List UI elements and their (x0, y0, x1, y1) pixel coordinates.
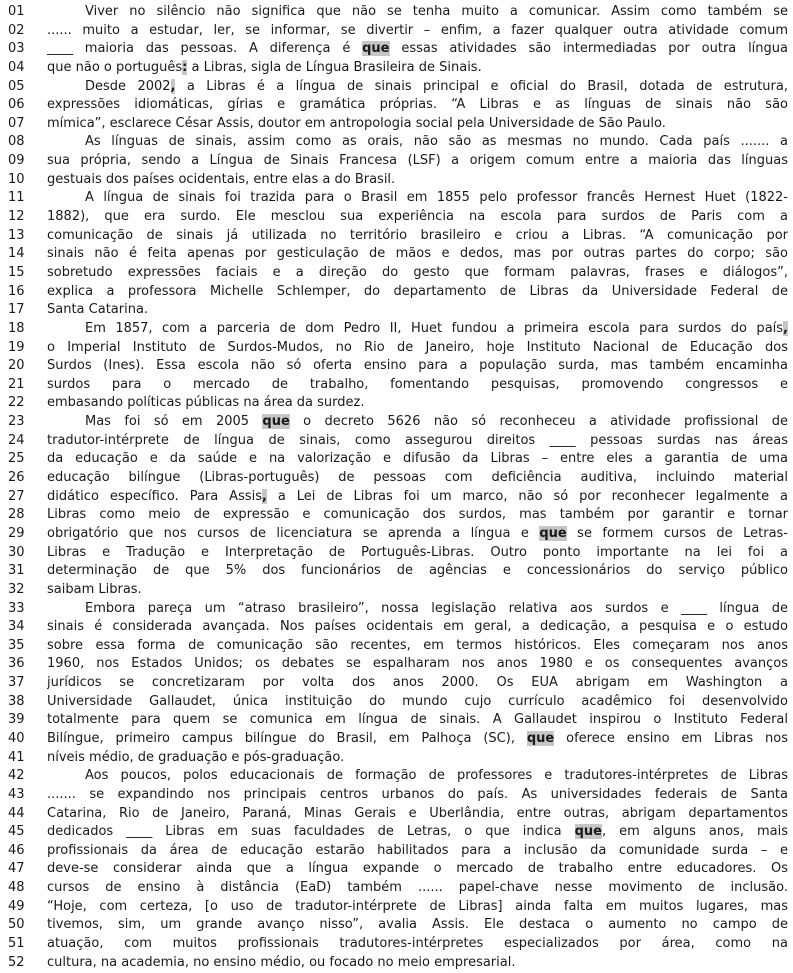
text-segment: sobre essa forma de comunicação são recentes, em termos históricos. Eles começaram nos anos (47, 637, 788, 653)
text-segment: a Libras é a língua de sinais principal e oficial do Brasil, dotada de estrutura, (175, 78, 788, 94)
text-line (8, 618, 788, 637)
line-text (47, 879, 788, 898)
text-segment: o decreto 5626 não só reconheceu a atividade profissional de (289, 414, 788, 430)
line-number: 15 (8, 264, 25, 280)
text-segment: sobretudo expressões faciais e a direção do gesto que formam palavras, frases e diálogos”, (47, 264, 788, 280)
line-text (47, 59, 788, 78)
highlighted-word: que (262, 414, 290, 430)
line-number: 04 (8, 59, 25, 75)
line-text (47, 805, 788, 824)
line-number: 26 (8, 470, 25, 486)
line-number: 20 (8, 358, 25, 374)
text-segment: jurídicos se concretizaram por volta dos anos 2000. Os EUA abrigam em Washington a (47, 675, 788, 691)
line-number: 35 (8, 637, 25, 653)
highlighted-word: , (170, 78, 176, 94)
line-number: 18 (8, 320, 25, 336)
line-text (47, 171, 788, 190)
line-number: 34 (8, 619, 25, 635)
line-number: 08 (8, 134, 25, 150)
text-line (8, 339, 788, 358)
line-text (47, 133, 788, 152)
line-text (47, 767, 788, 786)
text-segment: gestuais dos países ocidentais, entre elas a do Brasil. (47, 171, 396, 187)
text-segment: Viver no silêncio não significa que não se tenha muito a comunicar. Assim como também se (85, 4, 788, 19)
text-line (8, 935, 788, 954)
text-line (8, 3, 788, 22)
text-segment: As línguas de sinais, assim como as orais, não são as mesmas no mundo. Cada país ....... a (85, 134, 788, 150)
text-segment: se formem cursos de Letras- (566, 525, 788, 541)
text-line (8, 749, 788, 768)
text-line (8, 432, 788, 451)
text-line (8, 767, 788, 786)
text-segment: didático específico. Para Assis (47, 488, 263, 504)
text-segment: Santa Catarina. (47, 302, 149, 318)
line-text (47, 227, 788, 246)
line-text (47, 600, 788, 619)
text-segment: , em alguns anos, mais (601, 824, 788, 840)
line-text (47, 916, 788, 935)
text-segment: que não o português (47, 59, 183, 75)
text-segment: ____ maioria das pessoas. A diferença é (47, 41, 363, 57)
text-line (8, 730, 788, 749)
text-line (8, 264, 788, 283)
text-line (8, 879, 788, 898)
text-segment: “Hoje, com certeza, [o uso de tradutor-intérprete de Libras] ainda falta em muitos lugares, mas (47, 898, 788, 914)
text-line (8, 208, 788, 227)
line-text (47, 637, 788, 656)
line-text (47, 823, 788, 842)
text-line (8, 376, 788, 395)
text-segment: deve-se considerar ainda que a língua expande o mercado de trabalho entre educadores. Os (47, 861, 788, 877)
line-number: 06 (8, 97, 25, 113)
highlighted-word: que (526, 730, 555, 746)
text-segment: embasando políticas públicas na área da surdez. (47, 395, 365, 411)
text-line (8, 320, 788, 339)
text-line (8, 59, 788, 78)
highlighted-word: que (539, 525, 567, 541)
line-text (47, 674, 788, 693)
text-segment: dedicados ____ Libras em suas faculdades de Letras, o que indica (47, 824, 575, 840)
line-text (47, 544, 788, 563)
line-number: 11 (8, 190, 25, 206)
text-segment: sinais é considerada avançada. Nos países ocidentais em geral, a dedicação, a pesquisa e o estudo (47, 619, 788, 635)
text-line (8, 506, 788, 525)
line-text (47, 320, 788, 339)
line-number: 01 (8, 4, 25, 19)
text-segment: tivemos, sim, um grande avanço nisso”, avalia Assis. Ele destaca o aumento no campo de (47, 917, 788, 933)
text-line (8, 96, 788, 115)
line-text (47, 301, 788, 320)
line-text (47, 935, 788, 954)
text-line (8, 469, 788, 488)
text-line (8, 171, 788, 190)
text-line (8, 693, 788, 712)
text-line (8, 22, 788, 41)
line-text (47, 730, 788, 749)
line-text (47, 506, 788, 525)
highlighted-word: que (362, 41, 390, 57)
line-number: 52 (8, 954, 25, 970)
line-number: 25 (8, 451, 25, 467)
line-number: 03 (8, 41, 25, 57)
text-line (8, 544, 788, 563)
line-number: 42 (8, 768, 25, 784)
line-number: 51 (8, 936, 25, 952)
text-segment: mímica”, esclarece César Assis, doutor em antropologia social pela Universidade de São Paulo. (47, 115, 666, 131)
line-number: 22 (8, 395, 25, 411)
text-line (8, 40, 788, 59)
line-number: 21 (8, 376, 25, 392)
text-segment: 1960, nos Estados Unidos; os debates se espalharam nos anos 1980 e os consequentes avanços (47, 656, 788, 672)
text-segment: educação bilíngue (Libras-português) de pessoas com deficiência auditiva, incluindo material (47, 470, 788, 486)
text-segment: tradutor-intérprete de língua de sinais, como assegurou direitos ____ pessoas surdas nas áreas (47, 432, 788, 448)
text-segment: a Lei de Libras foi um marco, não só por reconhecer legalmente a (266, 488, 788, 504)
line-text (47, 264, 788, 283)
text-line (8, 655, 788, 674)
line-text (47, 40, 788, 59)
line-text (47, 115, 788, 134)
line-number: 29 (8, 525, 25, 541)
line-text (47, 432, 788, 451)
line-number: 33 (8, 600, 25, 616)
text-line (8, 711, 788, 730)
text-segment: profissionais da área de educação estarão habilitados para a inclusão da comunidade surda – e (47, 842, 788, 858)
text-segment: totalmente para quem se comunica em língua de sinais. A Gallaudet inspirou o Instituto Federal (47, 712, 788, 728)
text-line (8, 898, 788, 917)
text-segment: explica a professora Michelle Schlemper, do departamento de Libras da Universidade Federal de (47, 283, 788, 299)
line-text (47, 581, 788, 600)
line-text (47, 245, 788, 264)
line-number: 13 (8, 227, 25, 243)
line-text (47, 208, 788, 227)
line-text (47, 898, 788, 917)
text-line (8, 525, 788, 544)
line-text (47, 283, 788, 302)
line-text (47, 469, 788, 488)
text-line (8, 78, 788, 97)
line-number: 02 (8, 22, 25, 38)
line-number: 37 (8, 675, 25, 691)
text-segment: Catarina, Rio de Janeiro, Paraná, Minas Gerais e Uberlândia, entre outras, abrigam departamentos (47, 805, 788, 821)
line-text (47, 562, 788, 581)
text-segment: Em 1857, com a parceria de dom Pedro II, Huet fundou a primeira escola para surdos do país (85, 320, 784, 336)
line-number: 09 (8, 153, 25, 169)
line-number: 28 (8, 507, 25, 523)
line-number: 38 (8, 693, 25, 709)
line-text (47, 96, 788, 115)
line-text (47, 860, 788, 879)
line-number: 41 (8, 749, 25, 765)
text-line (8, 413, 788, 432)
line-text (47, 655, 788, 674)
text-line (8, 581, 788, 600)
line-text (47, 842, 788, 861)
line-text (47, 488, 788, 507)
text-segment: sinais não é feita apenas por gesticulação de mãos e dedos, mas por outras partes do corpo; são (47, 246, 788, 262)
line-number: 49 (8, 898, 25, 914)
line-text (47, 413, 788, 432)
text-line (8, 805, 788, 824)
text-line (8, 357, 788, 376)
line-text (47, 22, 788, 41)
line-text (47, 189, 788, 208)
text-line (8, 860, 788, 879)
text-segment: essas atividades são intermediadas por outra língua (389, 41, 788, 57)
line-text (47, 786, 788, 805)
text-line (8, 189, 788, 208)
text-segment: atuação, com muitos profissionais tradutores-intérpretes especializados por área, como na (47, 936, 788, 952)
line-number: 36 (8, 656, 25, 672)
line-text (47, 357, 788, 376)
line-text (47, 376, 788, 395)
text-segment: o Imperial Instituto de Surdos-Mudos, no Rio de Janeiro, hoje Instituto Nacional de Educação dos (47, 339, 788, 355)
line-number: 45 (8, 824, 25, 840)
line-number: 07 (8, 115, 25, 131)
text-segment: Aos poucos, polos educacionais de formação de professores e tradutores-intérpretes de Libras (85, 768, 788, 784)
text-segment: saibam Libras. (47, 581, 142, 597)
line-number: 47 (8, 861, 25, 877)
text-segment: obrigatório que nos cursos de licenciatura se aprenda a língua e (47, 525, 540, 541)
text-line (8, 227, 788, 246)
highlighted-word: , (783, 320, 788, 336)
highlighted-word: , (262, 488, 267, 504)
line-text (47, 954, 788, 973)
text-line (8, 152, 788, 171)
line-number: 43 (8, 786, 25, 802)
line-text (47, 618, 788, 637)
line-number: 17 (8, 302, 25, 318)
line-text (47, 711, 788, 730)
text-line (8, 842, 788, 861)
text-passage (8, 3, 788, 972)
text-segment: A língua de sinais foi trazida para o Brasil em 1855 pelo professor francês Hernest Huet (1822- (85, 190, 788, 206)
text-segment: da educação e da saúde e na valorização e difusão da Libras – entre eles a garantia de uma (47, 451, 788, 467)
text-segment: Libras e Tradução e Interpretação de Português-Libras. Outro ponto importante na lei foi a (47, 544, 788, 560)
line-text (47, 394, 788, 413)
line-number: 16 (8, 283, 25, 299)
text-segment: Mas foi só em 2005 (85, 414, 263, 430)
text-segment: ...... muito a estudar, ler, se informar, se divertir – enfim, a fazer qualquer outra atividade comum (47, 22, 788, 38)
line-number: 05 (8, 78, 25, 94)
text-line (8, 916, 788, 935)
line-number: 44 (8, 805, 25, 821)
line-number: 39 (8, 712, 25, 728)
text-line (8, 674, 788, 693)
line-text (47, 78, 788, 97)
text-line (8, 301, 788, 320)
text-segment: Desde 2002 (85, 78, 171, 94)
text-segment: ....... se expandindo nos principais centros urbanos do país. As universidades federais de Santa (47, 786, 788, 802)
text-segment: cultura, na academia, no ensino médio, ou focado no meio empresarial. (47, 954, 516, 970)
text-segment: Universidade Gallaudet, única instituição do mundo cujo currículo acadêmico foi desenvolvido (47, 693, 788, 709)
line-number: 27 (8, 488, 25, 504)
line-text (47, 749, 788, 768)
text-segment: oferece ensino em Libras nos (554, 730, 788, 746)
line-number: 46 (8, 842, 25, 858)
line-number: 31 (8, 563, 25, 579)
line-number: 32 (8, 581, 25, 597)
text-line (8, 488, 788, 507)
text-segment: 1882), que era surdo. Ele mesclou sua experiência na escola para surdos de Paris com a (47, 209, 788, 225)
line-number: 30 (8, 544, 25, 560)
text-segment: surdos para o mercado de trabalho, fomentando pesquisas, promovendo congressos e (47, 376, 788, 392)
line-text (47, 3, 788, 22)
line-number: 14 (8, 246, 25, 262)
text-segment: níveis médio, de graduação e pós-graduação. (47, 749, 345, 765)
line-number: 40 (8, 730, 25, 746)
line-number: 24 (8, 432, 25, 448)
text-segment: sua própria, sendo a Língua de Sinais Francesa (LSF) a origem comum entre a maioria das línguas (47, 153, 788, 169)
text-segment: comunicação de sinais já utilizada no território brasileiro e criou a Libras. “A comunicação por (47, 227, 788, 243)
text-line (8, 786, 788, 805)
text-line (8, 823, 788, 842)
text-line (8, 394, 788, 413)
line-text (47, 525, 788, 544)
text-line (8, 450, 788, 469)
text-line (8, 115, 788, 134)
line-text (47, 693, 788, 712)
text-segment: cursos de ensino à distância (EaD) também ...... papel-chave nesse movimento de inclusão. (47, 880, 788, 896)
text-line (8, 283, 788, 302)
line-number: 12 (8, 209, 25, 225)
line-text (47, 450, 788, 469)
highlighted-word: que (574, 824, 602, 840)
text-segment: Surdos (Ines). Essa escola não só oferta ensino para a população surda, mas também encaminha (47, 358, 788, 374)
line-number: 19 (8, 339, 25, 355)
text-line (8, 600, 788, 619)
text-line (8, 562, 788, 581)
text-segment: expressões idiomáticas, gírias e gramática próprias. “A Libras e as línguas de sinais não são (47, 97, 788, 113)
text-segment: Bilíngue, primeiro campus bilíngue do Brasil, em Palhoça (SC), (47, 730, 527, 746)
text-segment: a Libras, sigla de Língua Brasileira de Sinais. (187, 59, 482, 75)
line-number: 10 (8, 171, 25, 187)
text-segment: Embora pareça um “atraso brasileiro”, nossa legislação relativa aos surdos e ____ língua de (85, 600, 788, 616)
line-text (47, 339, 788, 358)
line-number: 23 (8, 414, 25, 430)
text-segment: determinação de que 5% dos funcionários de agências e concessionários do serviço público (47, 563, 788, 579)
text-line (8, 637, 788, 656)
text-segment: Libras como meio de expressão e comunicação dos surdos, mas também por garantir e tornar (47, 507, 788, 523)
line-number: 50 (8, 917, 25, 933)
line-number: 48 (8, 880, 25, 896)
line-text (47, 152, 788, 171)
highlighted-word: : (182, 59, 188, 75)
text-line (8, 133, 788, 152)
text-line (8, 245, 788, 264)
text-line (8, 954, 788, 973)
